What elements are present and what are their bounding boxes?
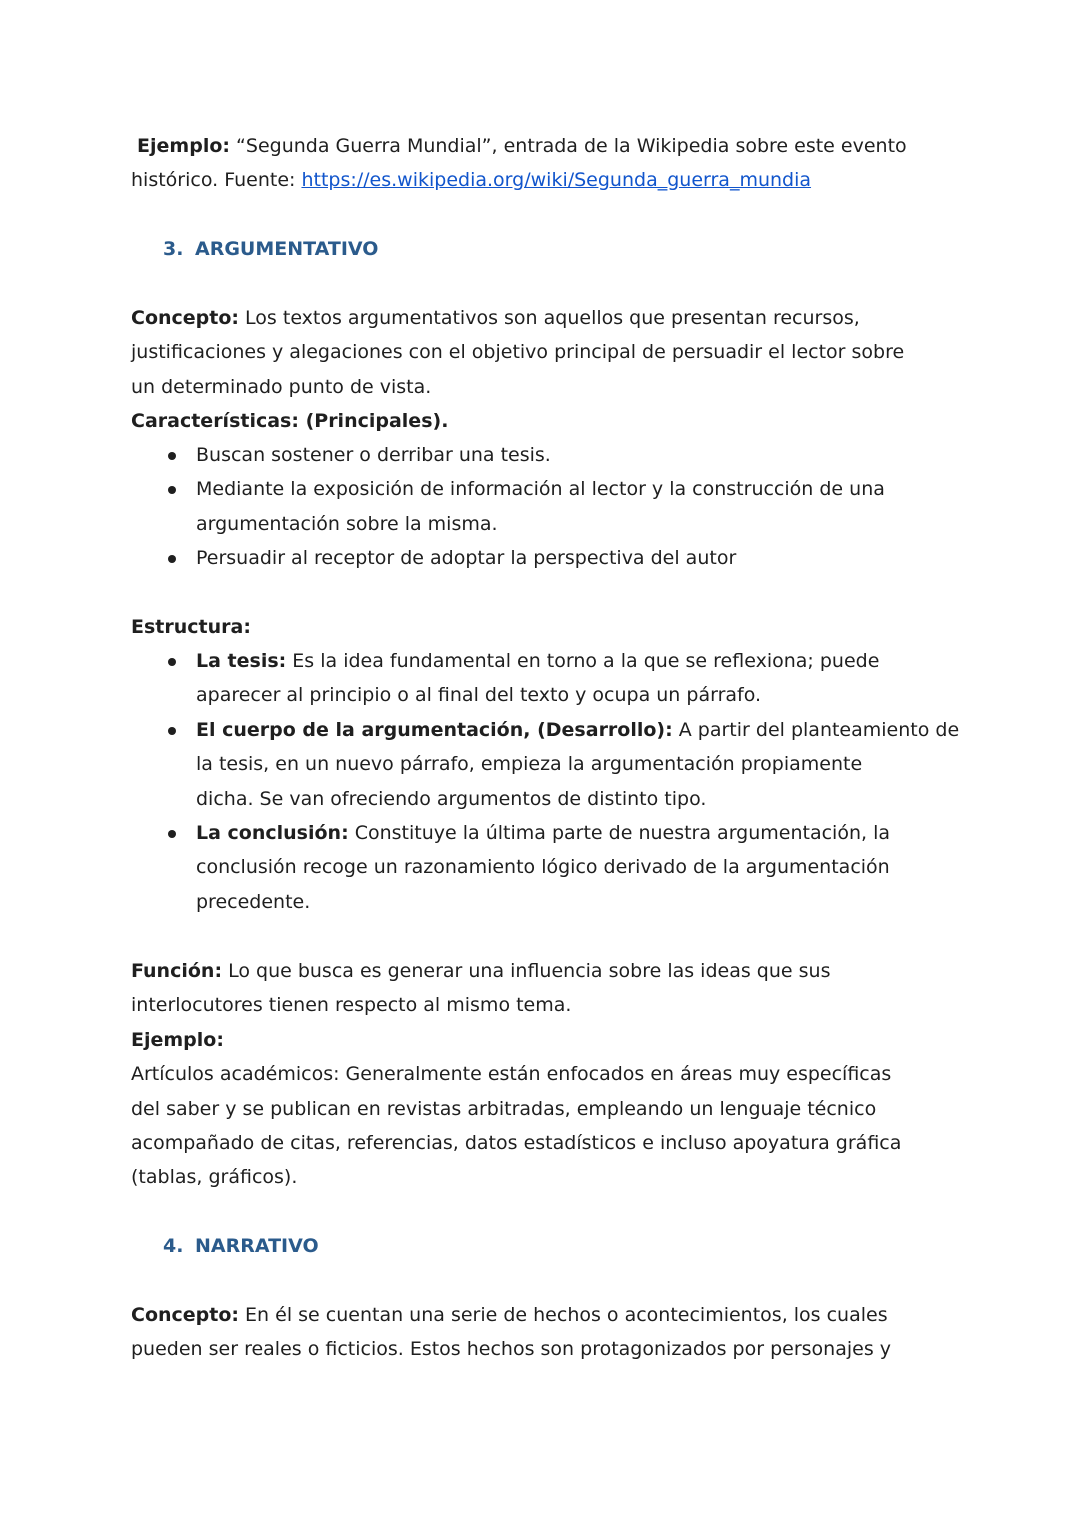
list-item: Buscan sostener o derribar una tesis. [131,438,885,472]
section-number: 4. [163,1235,184,1257]
list-item: El cuerpo de la argumentación, (Desarrollo): A partir del planteamiento de la tesis, en un nuevo párrafo, empieza la argumentación propiamente dicha. Se van ofreciendo argumentos de distinto tipo. [131,713,959,816]
ejemplo-wiki-paragraph [131,129,961,198]
section-heading-argumentativo [163,232,378,266]
estructura-label-row [131,610,961,644]
estructura-item-label: La conclusión: [196,822,349,845]
narrativo-concepto-paragraph: Concepto: En él se cuentan una serie de hechos o acontecimientos, los cuales pueden ser reales o ficticios. Estos hechos son protagonizados por personajes y [131,1304,892,1361]
caracteristicas-list [131,438,885,576]
concepto-label: Concepto: [131,307,240,329]
estructura-list [131,644,959,919]
bullet-icon [168,727,176,735]
estructura-item-label: La tesis: [196,650,287,672]
concepto-line: justificaciones y alegaciones con el objetivo principal de persuadir el lector sobre [131,341,905,364]
bullet-icon [168,452,176,460]
bullet-icon [168,658,176,666]
funcion-label: Función: [131,960,223,982]
estructura-item-label: El cuerpo de la argumentación, (Desarrollo): [196,718,673,741]
list-item: La tesis: Es la idea fundamental en torno a la que se reflexiona; puede aparecer al principio o al final del texto y ocupa un párrafo. [131,644,959,713]
wikipedia-link[interactable]: https://es.wikipedia.org/wiki/Segunda_guerra_mundia [301,169,812,192]
list-item: Mediante la exposición de información al lector y la construcción de una argumentación sobre la misma. [131,472,885,541]
bullet-icon [168,555,176,563]
ejemplo-label: Ejemplo: [131,1028,224,1051]
concepto-paragraph [131,301,961,439]
section-title: ARGUMENTATIVO [195,238,379,260]
section-number: 3. [163,238,184,260]
list-item: Persuadir al receptor de adoptar la perspectiva del autor [131,541,885,575]
list-item: La conclusión: Constituye la última parte de nuestra argumentación, la conclusión recoge un razonamiento lógico derivado de la argumentación precedente. [131,816,959,919]
bullet-icon [168,486,176,494]
concepto-line: Los textos argumentativos son aquellos que presentan recursos, [239,307,860,329]
bullet-icon [168,830,176,838]
estructura-label: Estructura: [131,616,251,638]
caracteristicas-label: Características: (Principales). [131,410,449,433]
concepto-label: Concepto: [131,1304,240,1326]
ejemplo-label: Ejemplo: [137,135,230,157]
section-title: NARRATIVO [195,1235,319,1257]
section-heading-narrativo [163,1229,319,1263]
fuente-text: histórico. Fuente: [131,169,302,192]
funcion-paragraph: Función: Lo que busca es generar una influencia sobre las ideas que sus interlocutores tienen respecto al mismo tema. Ejemplo: Artículos académicos: Generalmente están enfocados en áreas muy específicas del saber y se publican en revistas arbitradas, empleando un lenguaje técnico acompañado de citas, referencias, datos estadísticos e incluso apoyatura gráfica (tablas, gráficos). [131,960,902,1189]
concepto-line: un determinado punto de vista. [131,375,432,398]
ejemplo-text: “Segunda Guerra Mundial”, entrada de la Wikipedia sobre este evento [230,135,907,157]
